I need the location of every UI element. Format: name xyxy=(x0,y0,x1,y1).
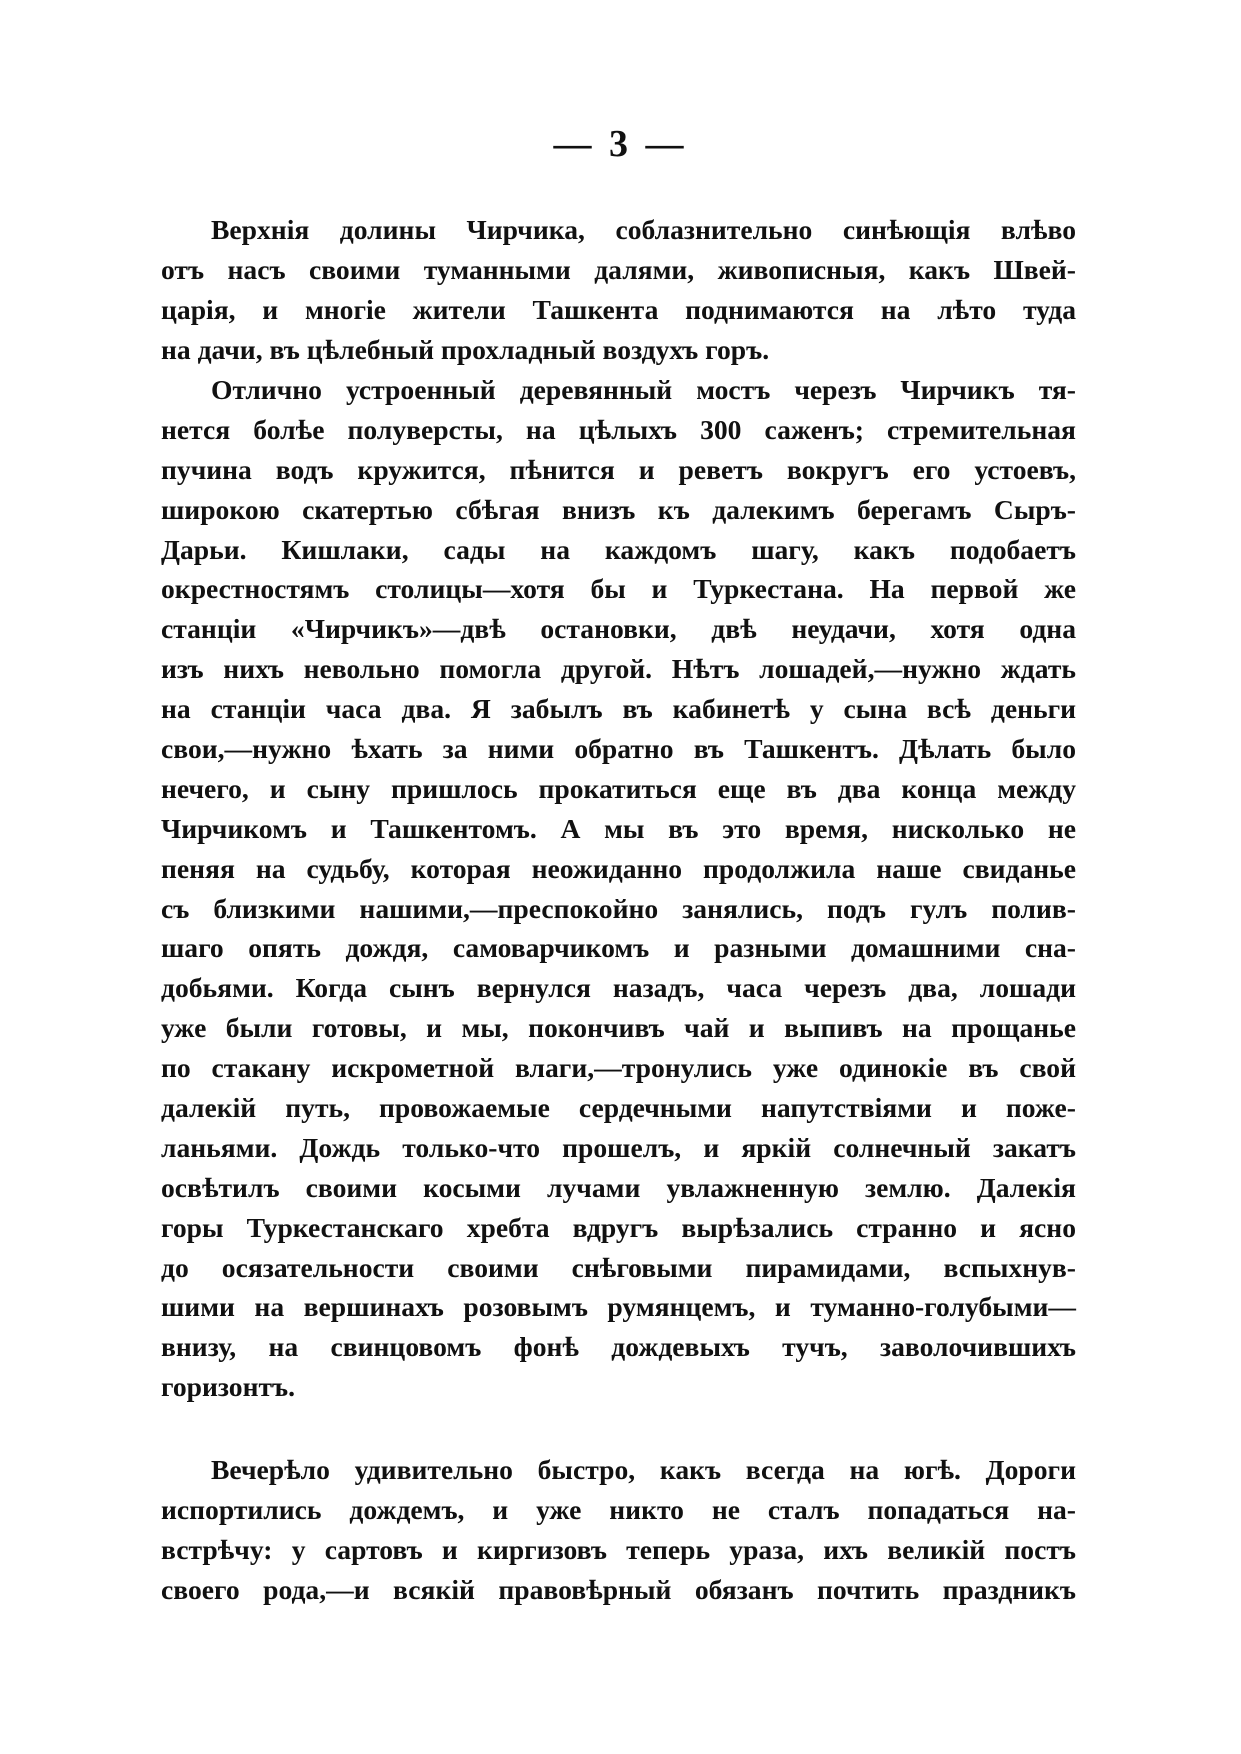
text-line: своего рода,—и всякій правовѣрный обязанъ почтить праздникъ xyxy=(161,1573,1076,1605)
text-line: шими на вершинахъ розовымъ румянцемъ, и туманно-голубыми— xyxy=(161,1291,1076,1323)
text-line: встрѣчу: у сартовъ и киргизовъ теперь ураза, ихъ великій постъ xyxy=(161,1533,1076,1565)
paragraph-1 xyxy=(161,210,1076,370)
text-line: Вечерѣло удивительно быстро, какъ всегда на югѣ. Дороги xyxy=(211,1454,1076,1485)
text-line: испортились дождемъ, и уже никто не сталъ попадаться на- xyxy=(161,1493,1076,1525)
text-line: станціи «Чирчикъ»—двѣ остановки, двѣ неудачи, хотя одна xyxy=(161,613,1076,645)
page-number: — 3 — xyxy=(553,123,688,165)
text-line: освѣтилъ своими косыми лучами увлажненную землю. Далекія xyxy=(161,1171,1076,1203)
text-line: горы Туркестанскаго хребта вдругъ вырѣзались странно и ясно xyxy=(161,1211,1076,1243)
text-line: нечего, и сыну пришлось прокатиться еще въ два конца между xyxy=(161,772,1076,804)
text-line: уже были готовы, и мы, покончивъ чай и выпивъ на прощанье xyxy=(161,1012,1076,1044)
text-line: Верхнія долины Чирчика, соблазнительно синѣющія влѣво xyxy=(211,214,1076,245)
text-line: горизонтъ. xyxy=(161,1371,296,1403)
text-line: пучина водъ кружится, пѣнится и реветъ вокругъ его устоевъ, xyxy=(161,453,1076,485)
text-line: по стакану искрометной влаги,—тронулись уже одинокіе въ свой xyxy=(161,1052,1076,1084)
text-line: на станціи часа два. Я забылъ въ кабинетѣ у сына всѣ деньги xyxy=(161,693,1076,725)
text-line: изъ нихъ невольно помогла другой. Нѣтъ лошадей,—нужно ждать xyxy=(161,653,1076,685)
text-line: далекій путь, провожаемые сердечными напутствіями и поже- xyxy=(161,1092,1076,1124)
paragraph-2 xyxy=(161,370,1076,1407)
text-line: отъ насъ своими туманными далями, живописныя, какъ Швей- xyxy=(161,253,1076,285)
text-line: свои,—нужно ѣхать за ними обратно въ Ташкентъ. Дѣлать было xyxy=(161,733,1076,765)
text-line: внизу, на свинцовомъ фонѣ дождевыхъ тучъ, заволочившихъ xyxy=(161,1331,1076,1363)
text-line: пеняя на судьбу, которая неожиданно продолжила наше свиданье xyxy=(161,852,1076,884)
paragraph-3 xyxy=(161,1450,1076,1610)
text-line: ланьями. Дождь только-что прошелъ, и яркій солнечный закатъ xyxy=(161,1131,1076,1163)
text-line: Чирчикомъ и Ташкентомъ. А мы въ это время, нисколько не xyxy=(161,812,1076,844)
text-line: нется болѣе полуверсты, на цѣлыхъ 300 саженъ; стремительная xyxy=(161,413,1076,445)
text-line: Отлично устроенный деревянный мостъ черезъ Чирчикъ тя- xyxy=(211,374,1076,405)
text-line: на дачи, въ цѣлебный прохладный воздухъ горъ. xyxy=(161,333,770,365)
text-line: до осязательности своими снѣговыми пирамидами, вспыхнув- xyxy=(161,1251,1076,1283)
text-line: добьями. Когда сынъ вернулся назадъ, часа черезъ два, лошади xyxy=(161,972,1076,1004)
text-line: съ близкими нашими,—преспокойно занялись, подъ гулъ полив- xyxy=(161,892,1076,924)
text-line: шаго опять дождя, самоварчикомъ и разными домашними сна- xyxy=(161,932,1076,964)
text-line: царія, и многіе жители Ташкента поднимаются на лѣто туда xyxy=(161,293,1076,325)
text-line: окрестностямъ столицы—хотя бы и Туркестана. На первой же xyxy=(161,573,1076,605)
text-line: Дарьи. Кишлаки, сады на каждомъ шагу, какъ подобаетъ xyxy=(161,533,1076,565)
text-line: широкою скатертью сбѣгая внизъ къ далекимъ берегамъ Сыръ- xyxy=(161,493,1076,525)
